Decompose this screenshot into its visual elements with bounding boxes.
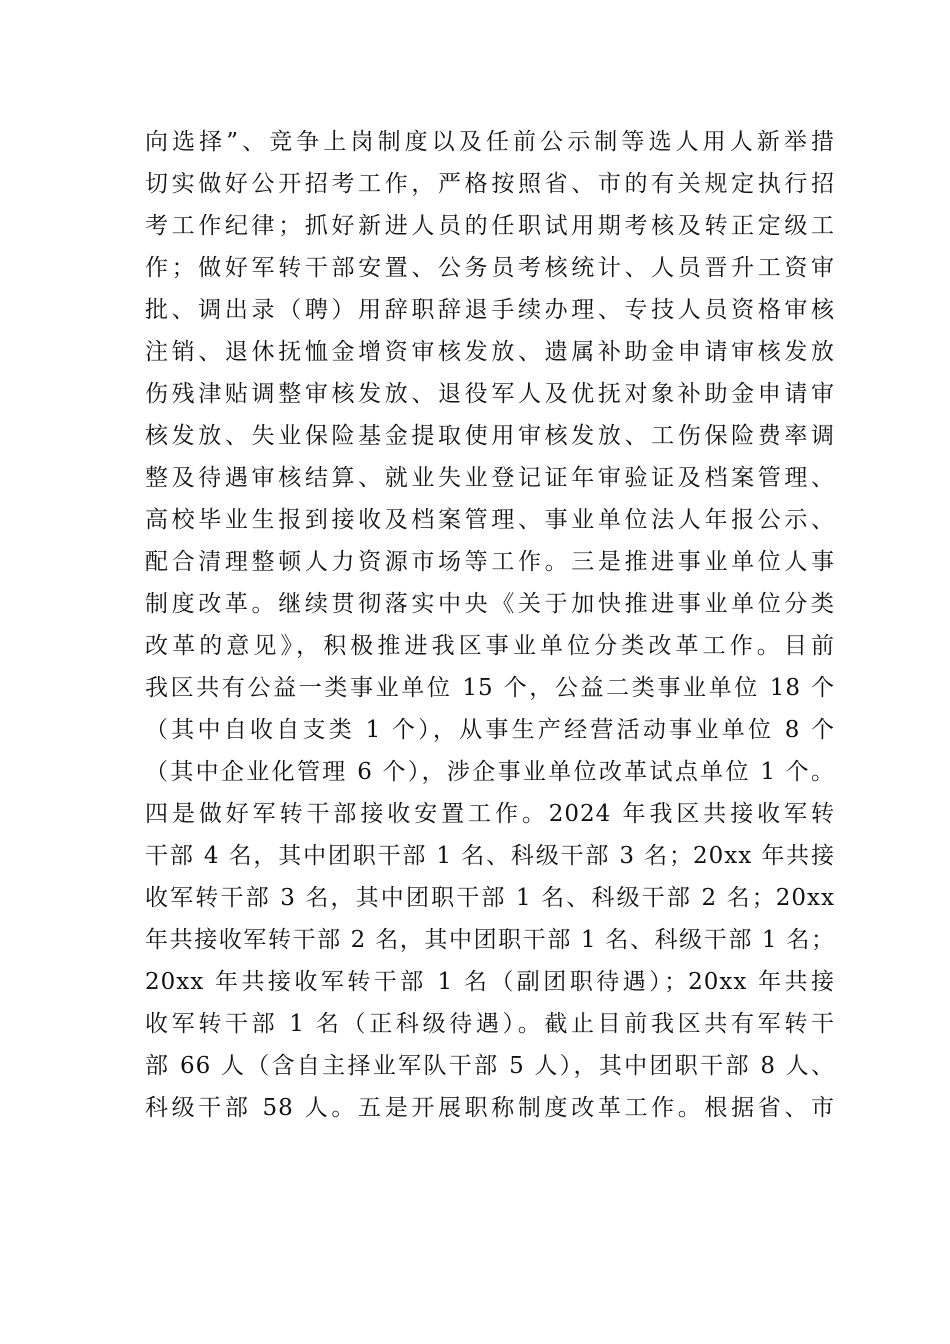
text-line: 注销、退休抚恤金增资审核发放、遗属补助金申请审核发放 — [145, 339, 835, 365]
text-line: 制度改革。继续贯彻落实中央《关于加快推进事业单位分类 — [145, 591, 835, 617]
text-line: 科级干部 58 人。五是开展职称制度改革工作。根据省、市 — [145, 1095, 835, 1121]
text-line: 收军转干部 1 名（正科级待遇）。截止目前我区共有军转干 — [145, 1011, 835, 1037]
text-line: 干部 4 名，其中团职干部 1 名、科级干部 3 名；20xx 年共接 — [145, 843, 835, 869]
text-line: 收军转干部 3 名，其中团职干部 1 名、科级干部 2 名；20xx — [145, 885, 835, 911]
text-line: 批、调出录（聘）用辞职辞退手续办理、专技人员资格审核 — [145, 297, 835, 323]
text-line: 配合清理整顿人力资源市场等工作。三是推进事业单位人事 — [145, 549, 835, 575]
text-line: 我区共有公益一类事业单位 15 个，公益二类事业单位 18 个 — [145, 675, 835, 701]
text-line: 作；做好军转干部安置、公务员考核统计、人员晋升工资审 — [145, 255, 835, 281]
body-paragraph — [145, 121, 835, 1129]
text-line: 整及待遇审核结算、就业失业登记证年审验证及档案管理、 — [145, 465, 835, 491]
text-line: 部 66 人（含自主择业军队干部 5 人），其中团职干部 8 人、 — [145, 1053, 835, 1079]
text-line: 伤残津贴调整审核发放、退役军人及优抚对象补助金申请审 — [145, 381, 835, 407]
text-line: （其中自收自支类 1 个），从事生产经营活动事业单位 8 个 — [145, 717, 835, 743]
text-line: 考工作纪律；抓好新进人员的任职试用期考核及转正定级工 — [145, 213, 835, 239]
text-line: 年共接收军转干部 2 名，其中团职干部 1 名、科级干部 1 名； — [145, 927, 835, 953]
text-line: 切实做好公开招考工作，严格按照省、市的有关规定执行招 — [145, 171, 835, 197]
text-line: 20xx 年共接收军转干部 1 名（副团职待遇）；20xx 年共接 — [145, 969, 835, 995]
text-line: 四是做好军转干部接收安置工作。2024 年我区共接收军转 — [145, 801, 835, 827]
text-line: 改革的意见》，积极推进我区事业单位分类改革工作。目前 — [145, 633, 835, 659]
text-line: （其中企业化管理 6 个），涉企事业单位改革试点单位 1 个。 — [145, 759, 835, 785]
text-line: 高校毕业生报到接收及档案管理、事业单位法人年报公示、 — [145, 507, 835, 533]
text-line: 核发放、失业保险基金提取使用审核发放、工伤保险费率调 — [145, 423, 835, 449]
text-line: 向选择”、竞争上岗制度以及任前公示制等选人用人新举措 — [145, 129, 835, 155]
